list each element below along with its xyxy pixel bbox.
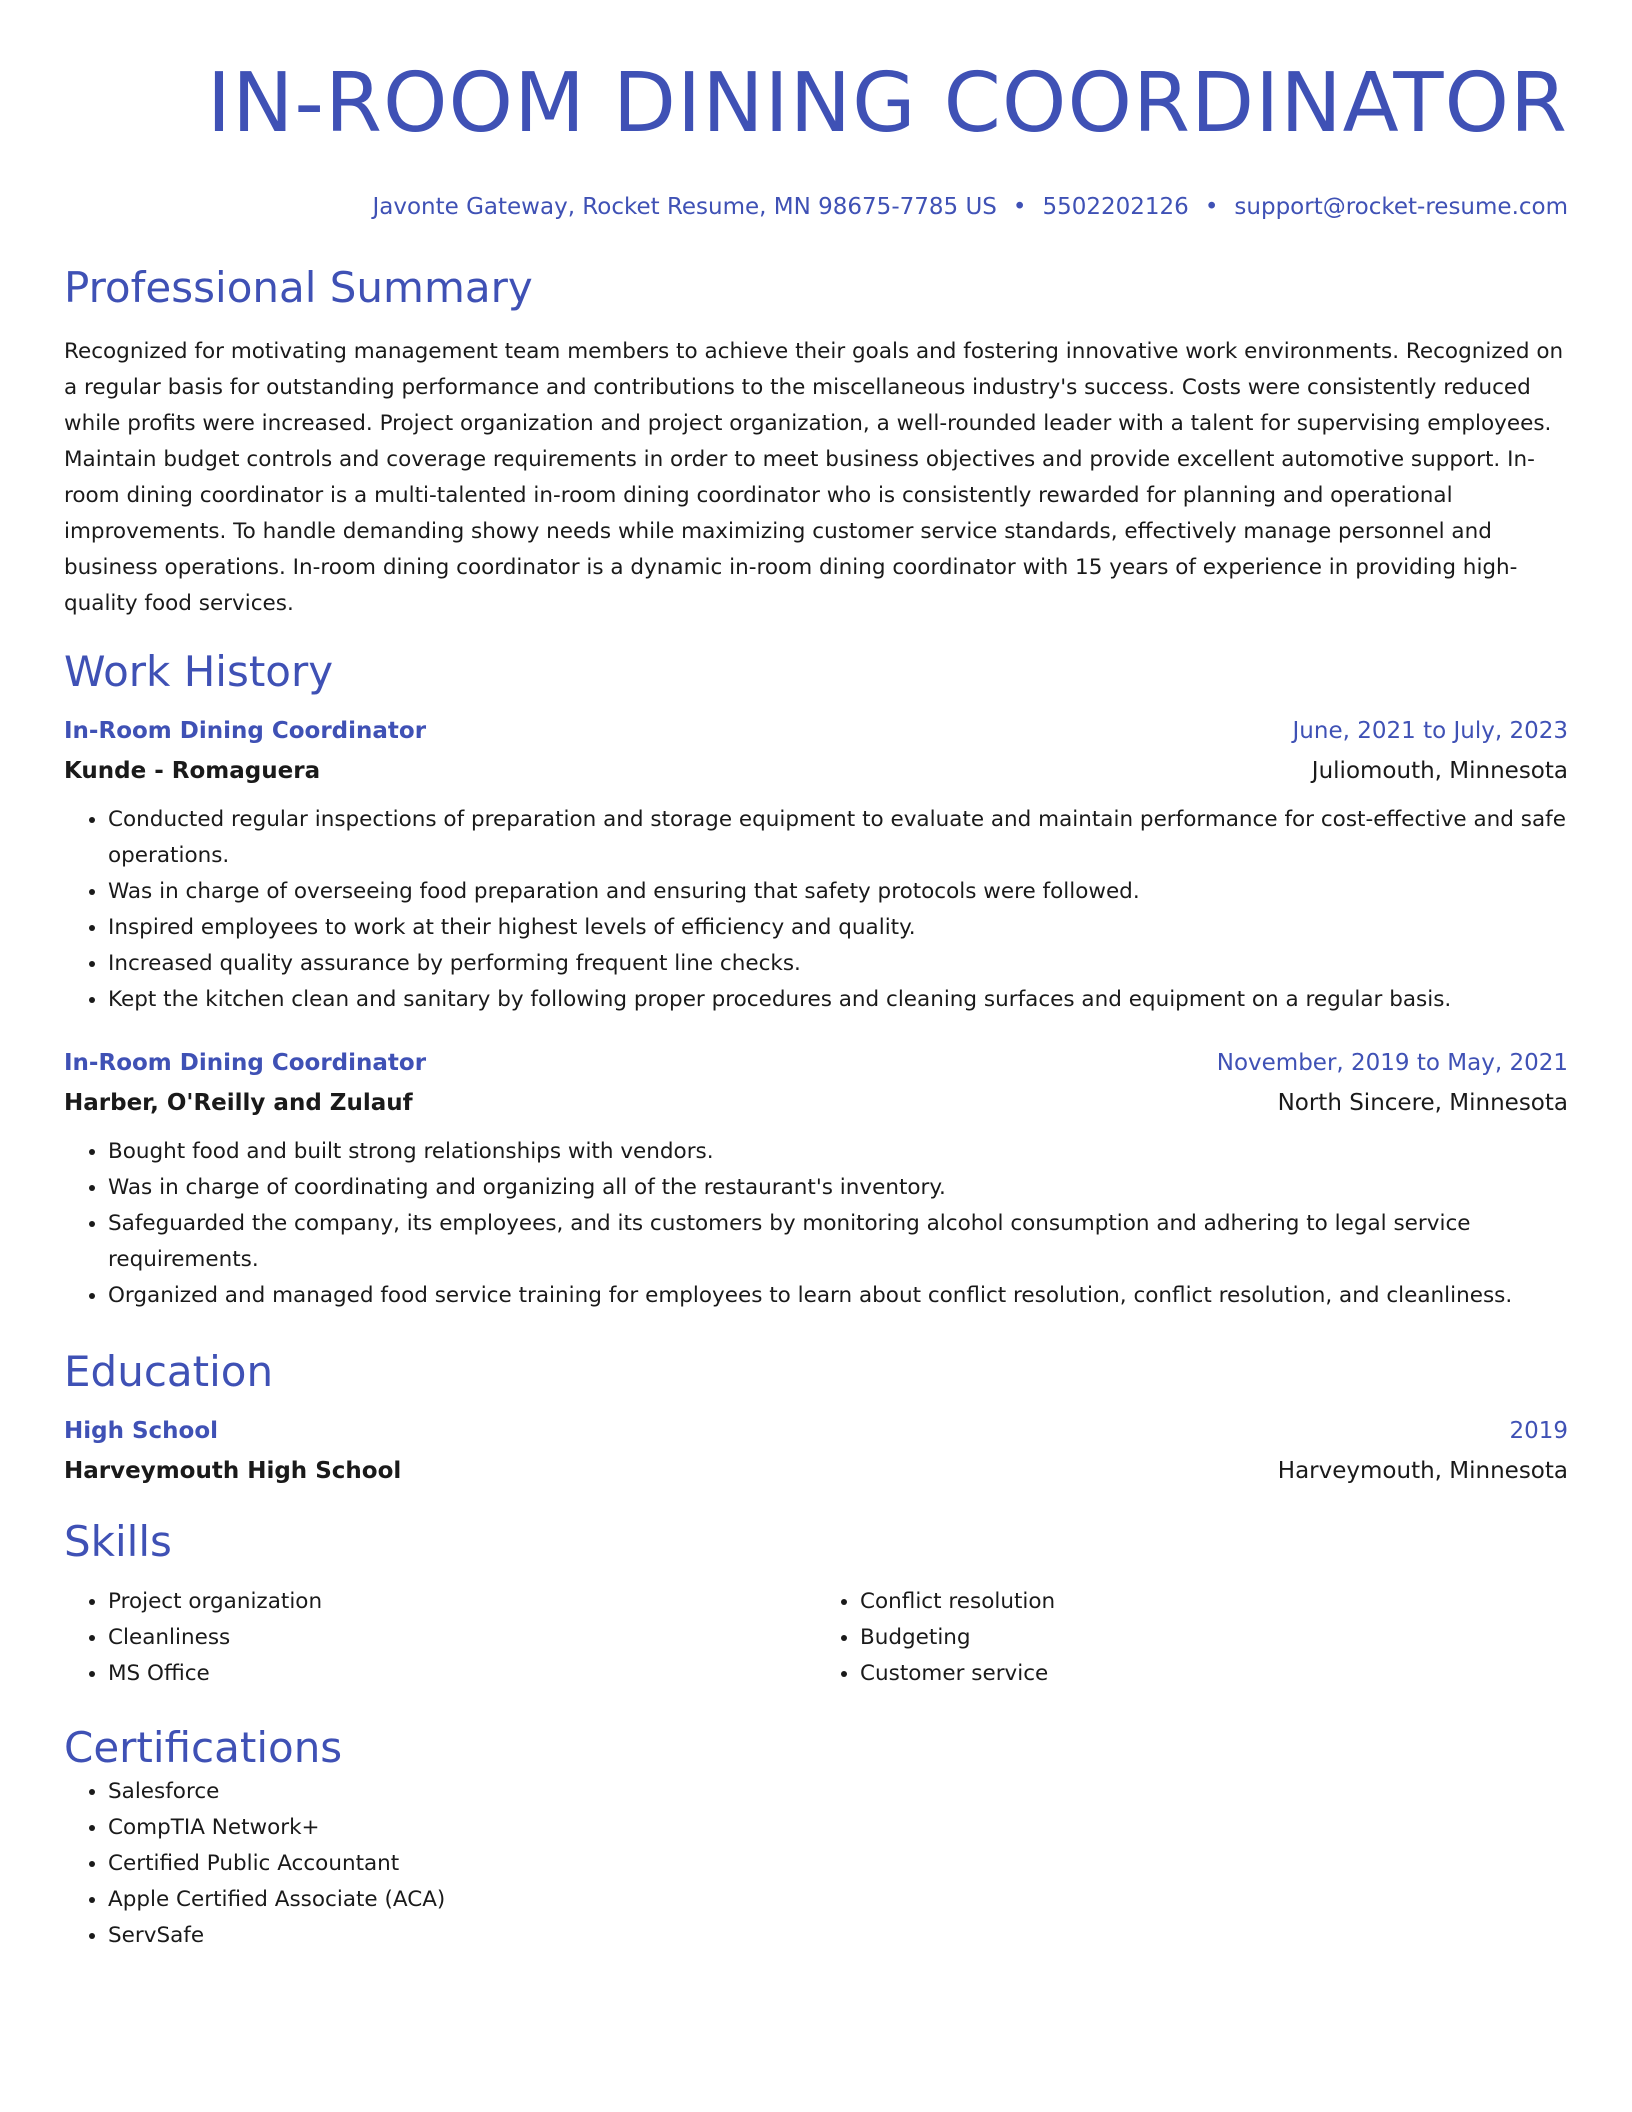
skills-list-left bbox=[64, 1584, 816, 1692]
job-entry bbox=[64, 716, 1568, 1018]
list-item: • Bought food and built strong relationships with vendors. bbox=[108, 1134, 1568, 1170]
skills-heading: Skills bbox=[64, 1517, 172, 1566]
list-item: • Was in charge of coordinating and organizing all of the restaurant's inventory. bbox=[108, 1170, 1568, 1206]
summary-heading: Professional Summary bbox=[64, 263, 533, 312]
skill-item: • Budgeting bbox=[860, 1620, 1568, 1656]
list-item: • Inspired employees to work at their highest levels of efficiency and quality. bbox=[108, 910, 1568, 946]
contact-phone: 5502202126 bbox=[1042, 194, 1189, 220]
skill-item: • Conflict resolution bbox=[860, 1584, 1568, 1620]
job-location: North Sincere, Minnesota bbox=[1277, 1090, 1568, 1116]
contact-line bbox=[64, 192, 1568, 222]
contact-email: support@rocket-resume.com bbox=[1234, 194, 1568, 220]
list-item: • Was in charge of overseeing food preparation and ensuring that safety protocols were followed. bbox=[108, 874, 1568, 910]
list-item: • Safeguarded the company, its employees, and its customers by monitoring alcohol consumption and adhering to legal service requirements. bbox=[108, 1206, 1568, 1278]
skill-item: • MS Office bbox=[108, 1656, 816, 1692]
work-history-heading: Work History bbox=[64, 647, 334, 696]
education-heading: Education bbox=[64, 1347, 274, 1396]
certification-item: • CompTIA Network+ bbox=[108, 1810, 1568, 1846]
contact-address: Javonte Gateway, Rocket Resume, MN 98675-7785 US bbox=[372, 194, 997, 220]
summary-text: Recognized for motivating management team members to achieve their goals and fostering innovative work environments. Recognized on a regular basis for outstanding performance and contributions to the miscellaneous industry's success. Costs were consistently reduced while profits were increased. Project organization and project organization, a well-rounded leader with a talent for supervising employees. Maintain budget controls and coverage requirements in order to meet business objectives and provide excellent automotive support. In-room dining coordinator is a multi-talented in-room dining coordinator who is consistently rewarded for planning and operational improvements. To handle demanding showy needs while maximizing customer service standards, effectively manage personnel and business operations. In-room dining coordinator is a dynamic in-room dining coordinator with 15 years of experience in providing high-quality food services. bbox=[64, 339, 1564, 616]
certification-item: • ServSafe bbox=[108, 1918, 1568, 1954]
skill-item: • Customer service bbox=[860, 1656, 1568, 1692]
skills-columns bbox=[64, 1584, 1568, 1692]
list-item: • Increased quality assurance by performing frequent line checks. bbox=[108, 946, 1568, 982]
list-item: • Organized and managed food service training for employees to learn about conflict resolution, conflict resolution, and cleanliness. bbox=[108, 1278, 1568, 1314]
skills-list-right bbox=[816, 1584, 1568, 1692]
job-company: Harber, O'Reilly and Zulauf bbox=[64, 1090, 413, 1116]
skill-item: • Cleanliness bbox=[108, 1620, 816, 1656]
job-role: In-Room Dining Coordinator bbox=[64, 1050, 427, 1076]
skill-item: • Project organization bbox=[108, 1584, 816, 1620]
education-location: Harveymouth, Minnesota bbox=[1277, 1458, 1568, 1484]
job-duties-list bbox=[64, 802, 1568, 1018]
job-location: Juliomouth, Minnesota bbox=[1311, 758, 1568, 784]
contact-separator: • bbox=[1012, 194, 1027, 220]
certifications-list bbox=[64, 1774, 1568, 1954]
job-entry bbox=[64, 1048, 1568, 1314]
resume-name: IN-ROOM DINING COORDINATOR bbox=[206, 56, 1568, 151]
education-degree: High School bbox=[64, 1418, 219, 1444]
job-duties-list bbox=[64, 1134, 1568, 1314]
education-entry bbox=[64, 1416, 1568, 1486]
certification-item: • Salesforce bbox=[108, 1774, 1568, 1810]
certification-item: • Apple Certified Associate (ACA) bbox=[108, 1882, 1568, 1918]
contact-separator: • bbox=[1204, 194, 1219, 220]
list-item: • Kept the kitchen clean and sanitary by following proper procedures and cleaning surfaces and equipment on a regular basis. bbox=[108, 982, 1568, 1018]
list-item: • Conducted regular inspections of preparation and storage equipment to evaluate and maintain performance for cost-effective and safe operations. bbox=[108, 802, 1568, 874]
education-year: 2019 bbox=[1509, 1418, 1568, 1444]
job-dates: November, 2019 to May, 2021 bbox=[1216, 1050, 1568, 1076]
job-role: In-Room Dining Coordinator bbox=[64, 718, 427, 744]
education-school: Harveymouth High School bbox=[64, 1458, 402, 1484]
job-dates: June, 2021 to July, 2023 bbox=[1292, 718, 1568, 744]
certifications-heading: Certifications bbox=[64, 1723, 343, 1772]
job-company: Kunde - Romaguera bbox=[64, 758, 321, 784]
certification-item: • Certified Public Accountant bbox=[108, 1846, 1568, 1882]
